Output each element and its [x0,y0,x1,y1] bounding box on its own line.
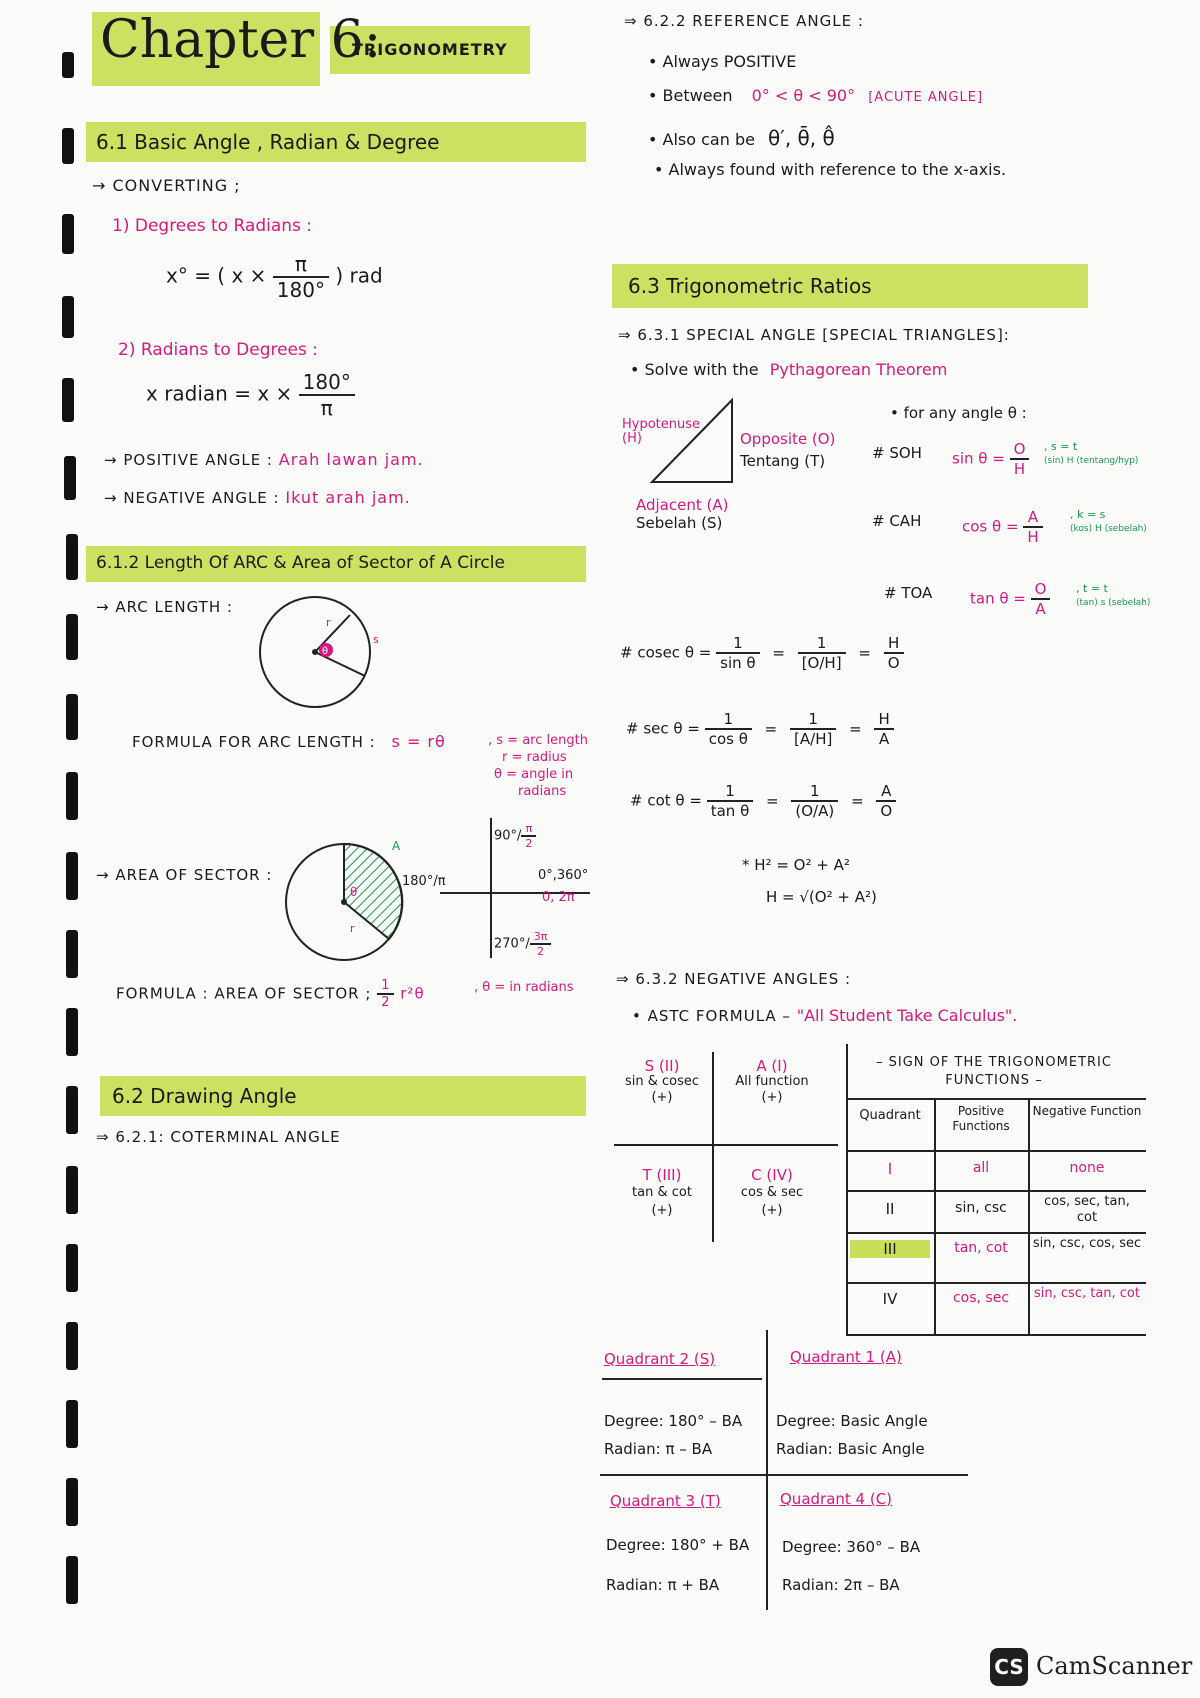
sign-row-negative: sin, csc, tan, cot [1034,1286,1140,1301]
fraction-den: cos θ [708,730,748,748]
reference-angle-heading: ⇒ 6.2.2 REFERENCE ANGLE : [624,12,864,30]
binder-ring [66,1086,78,1134]
fraction-den: 180° [276,278,325,302]
sector-a-label: A [392,839,401,853]
area-note: , θ = in radians [474,980,574,995]
toa-note [1076,582,1150,610]
astc-label: • ASTC FORMULA – [632,1007,791,1025]
sign-row-positive: tan, cot [954,1240,1008,1256]
astc-q2 [616,1058,708,1106]
section-6-1-heading: 6.1 Basic Angle , Radian & Degree [96,130,440,154]
fraction [707,782,754,820]
special-angle-heading: ⇒ 6.3.1 SPECIAL ANGLE [SPECIAL TRIANGLES]: [618,326,1010,344]
area-of-sector-label: → AREA OF SECTOR : [96,866,273,884]
sector-diagram [280,836,420,966]
sign-table-header-negative: Negative Function [1032,1104,1142,1118]
fraction-num: 3π [530,930,552,945]
fraction-num: 1 [790,710,836,730]
astc-cross-horizontal [614,1144,838,1146]
sign-table-header-positive: Positive Functions [952,1104,1010,1133]
fraction-den: (O/A) [795,802,835,820]
quadrant-1-radian: Radian: Basic Angle [776,1440,925,1458]
astc-q2-body: sin & cosec [624,1074,700,1089]
arc-s-label: s [373,633,379,646]
cosec-formula: # cosec θ = $\frac{1}{\text{sin θ}}$ = $\frac{1}{[O/H]}$ = $\frac{H}{O}$ [620,634,904,672]
axis-top-deg: 90°/ [494,828,522,844]
triangle-hyp-label [622,418,700,446]
sign-row-quadrant: IV [882,1290,898,1308]
fraction-num: A [876,782,896,802]
chapter-title: Chapter 6: [100,10,382,70]
soh-label: # SOH [872,444,922,462]
binder-ring [66,1556,78,1604]
astc-mnemonic: "All Student Take Calculus". [796,1006,1018,1025]
fraction-den: O [880,802,893,820]
quadrant-1-degree: Degree: Basic Angle [776,1412,928,1430]
ref-between-text: • Between [648,86,733,105]
sign-table-row-border [846,1282,1146,1284]
binder-ring [62,214,74,254]
sign-table-header-border [846,1150,1146,1152]
binder-ring [66,1322,78,1370]
rad-to-deg-label: 2) Radians to Degrees : [118,340,319,360]
quadrant-2-title: Quadrant 2 (S) [604,1350,716,1368]
positive-angle-row [104,450,424,469]
section-6-2-heading: 6.2 Drawing Angle [112,1084,297,1108]
binder-ring [66,534,78,580]
fraction-num: H [874,710,893,730]
arc-length-label: → ARC LENGTH : [96,598,233,616]
fraction-den: O [887,654,900,672]
fraction [884,634,904,672]
fraction [705,710,752,748]
fraction [1010,440,1030,478]
pythagoras-eq2: H = √(O² + A²) [766,888,877,906]
sec-label: # sec θ = [626,719,700,738]
soh-note [1044,440,1138,468]
binder-ring [66,852,78,900]
axis-right-label: 0°,360° [538,868,589,883]
arc-legend-line: r = radius [502,750,567,765]
soh-formula-text: sin θ = [952,449,1005,468]
cah-note [1070,508,1147,536]
opp-malay: Tentang (T) [740,452,826,470]
ref-acute-note: [ACUTE ANGLE] [868,90,984,105]
axis-bottom-label [494,930,551,958]
binder-ring [64,456,76,500]
camscanner-brand: CamScanner [1036,1652,1193,1680]
fraction-den: tan θ [710,802,750,820]
astc-q1-body: All function [735,1074,809,1089]
astc-formula [632,1006,1017,1025]
fraction-den: [O/H] [801,654,842,672]
quadrant-4-degree: Degree: 360° – BA [782,1538,921,1556]
fraction [1031,580,1051,618]
solve-pythagoras [630,360,947,379]
fraction-den: A [878,730,890,748]
astc-q3 [616,1166,708,1220]
astc-q4-sign: (+) [761,1203,783,1218]
sector-r-label: r [350,922,355,935]
chapter-subtitle: TRIGONOMETRY [352,40,508,59]
toa-note-sub: (tan) s (sebelah) [1076,598,1151,608]
sign-table-title [864,1054,1124,1090]
adj-text: Adjacent (A) [636,496,729,514]
sign-table-title-line: FUNCTIONS – [945,1073,1043,1088]
quadrant-3-degree: Degree: 180° + BA [606,1536,750,1554]
sign-row-negative: sin, csc, cos, sec [1032,1236,1142,1251]
fraction-den: [A/H] [794,730,833,748]
fraction-num: A [1023,508,1042,528]
arc-theta-label: θ [322,646,329,657]
cah-note-text: , k = s [1070,508,1106,521]
ref-bullet-positive: • Always POSITIVE [648,52,797,71]
axis-bottom-fraction [530,930,552,958]
area-formula-label: FORMULA : AREA OF SECTOR ; [116,984,372,1003]
fraction [716,634,759,672]
fraction-num: π [273,252,329,278]
toa-formula [970,580,1050,618]
binder-ring [66,1008,78,1056]
arc-formula-row [132,732,446,751]
sign-table-top-border [846,1098,1146,1100]
arc-legend-line: , s = arc length [488,733,588,748]
fraction-num: 1 [707,782,754,802]
area-fraction [377,978,394,1010]
fraction-num: 1 [791,782,838,802]
fraction [874,710,893,748]
sector-theta-label: θ [350,885,358,899]
quadrant-grid-horizontal [600,1474,968,1476]
fraction-num: 1 [716,634,759,654]
binder-ring [66,614,78,660]
astc-q2-sign: (+) [651,1090,673,1105]
sign-table-row-border [846,1190,1146,1192]
pythagoras-eq1: * H² = O² + A² [742,856,850,874]
fraction [299,370,355,420]
astc-q4-title: C (IV) [751,1166,793,1184]
fraction [876,782,896,820]
fraction-num: 180° [299,370,355,396]
binder-ring [66,772,78,820]
camscanner-logo: CS [990,1648,1028,1686]
arc-legend-line: θ = angle in [494,767,574,782]
toa-formula-text: tan θ = [970,589,1026,608]
astc-q1-title: A (I) [756,1057,788,1075]
ref-bullet-notation [648,126,835,150]
solve-text: • Solve with the [630,360,759,379]
sign-row-negative: cos, sec, tan, cot [1044,1194,1130,1225]
cot-label: # cot θ = [630,791,702,810]
cah-label: # CAH [872,512,922,530]
negative-angle-row [104,488,411,507]
binder-ring [66,1400,78,1448]
fraction [798,634,846,672]
sign-row-quadrant: I [887,1160,893,1178]
astc-q4 [720,1166,824,1220]
deg-to-rad-label: 1) Degrees to Radians : [112,216,313,236]
fraction-num: O [1010,440,1030,460]
binder-ring [66,1478,78,1526]
fraction-den: H [1027,528,1039,546]
astc-q2-title: S (II) [644,1057,680,1075]
area-formula-row [116,978,425,1010]
sign-table-col-border [1028,1098,1030,1334]
ref-notation-symbols: θ′, θ̄, θ̂ [768,126,835,150]
hyp-symbol: (H) [622,431,642,446]
soh-note-sub: (sin) H (tentang/hyp) [1044,456,1139,466]
toa-note-text: , t = t [1076,582,1108,595]
quadrant-4-radian: Radian: 2π – BA [782,1576,900,1594]
quadrant-2-degree: Degree: 180° – BA [604,1412,743,1430]
negative-angles-heading: ⇒ 6.3.2 NEGATIVE ANGLES : [616,970,852,988]
fraction-den: 2 [537,945,545,958]
sign-row-quadrant: II [885,1200,895,1218]
arc-radius-label: r [326,616,331,629]
ref-bullet-between [648,86,983,105]
astc-cross-vertical [712,1052,714,1242]
fraction-num: π [521,822,536,837]
arc-formula-label: FORMULA FOR ARC LENGTH : [132,733,376,751]
binder-ring [62,378,74,422]
fraction [790,710,836,748]
fraction-den: π [320,396,333,420]
fraction-num: 1 [377,978,394,995]
formula-lhs: x° = ( [166,263,226,288]
sign-row-positive: all [972,1160,990,1176]
fraction-num: H [884,634,904,654]
cah-formula [962,508,1043,546]
fraction [273,252,329,302]
fraction-den: sin θ [720,654,756,672]
negative-angle-label: → NEGATIVE ANGLE : [104,489,280,507]
cosec-label: # cosec θ = [620,643,712,662]
fraction [1023,508,1042,546]
ref-notation-text: • Also can be [648,130,755,149]
axis-top-label [494,822,536,850]
axis-bottom-deg: 270°/ [494,936,530,952]
triangle-adj-label [636,496,728,532]
binder-ring [62,296,74,338]
any-angle-label: • for any angle θ : [890,404,1027,422]
positive-angle-label: → POSITIVE ANGLE : [104,451,273,469]
formula-rad-to-deg [146,370,355,420]
ref-between-range: 0° < θ < 90° [751,86,856,105]
astc-q3-title: T (III) [642,1166,682,1184]
sign-row-positive: sin, csc [955,1200,1007,1216]
axis-left-label: 180°/π [402,874,446,889]
quadrant-3-title: Quadrant 3 (T) [610,1492,721,1510]
sign-row-negative: none [1069,1160,1105,1176]
sign-table-header-quadrant: Quadrant [859,1108,921,1123]
pythagorean-theorem-label: Pythagorean Theorem [769,360,948,379]
quadrant-2-radian: Radian: π – BA [604,1440,713,1458]
section-6-3-heading: 6.3 Trigonometric Ratios [628,274,872,298]
fraction [791,782,838,820]
axis-top-fraction [521,822,536,850]
fraction-num: 1 [798,634,846,654]
binder-ring [62,128,74,164]
coterminal-label: ⇒ 6.2.1: COTERMINAL ANGLE [96,1128,341,1146]
fraction-num: O [1031,580,1051,600]
fraction-den: H [1013,460,1026,478]
sign-row-positive: cos, sec [952,1290,1010,1306]
binder-ring [66,1244,78,1292]
fraction-den: A [1035,600,1046,618]
astc-q1 [720,1058,824,1106]
binder-ring [66,694,78,740]
fraction-num: 1 [705,710,752,730]
hyp-text: Hypotenuse [622,417,701,432]
sign-table-row-border [846,1232,1146,1234]
quadrant-grid-vertical [766,1330,768,1610]
soh-formula [952,440,1029,478]
formula-lhs: x radian = x × [146,381,293,406]
quadrant-3-radian: Radian: π + BA [606,1576,720,1594]
cot-formula: # cot θ = $\frac{1}{\text{tan θ}}$ = $\frac{1}{(O/A)}$ = $\frac{A}{O}$ [630,782,896,820]
astc-q3-body: tan & cot [632,1185,692,1200]
formula-rhs: ) rad [335,263,383,288]
astc-q3-sign: (+) [651,1203,673,1218]
axis-right-rad-label: 0, 2π [542,890,575,905]
quadrant-1-title: Quadrant 1 (A) [790,1348,902,1366]
positive-angle-value: Arah lawan jam. [278,450,424,469]
binder-ring [66,1166,78,1214]
quadrant-4-title: Quadrant 4 (C) [780,1490,893,1508]
negative-angle-value: Ikut arah jam. [285,488,411,507]
arc-legend-line: radians [518,784,567,799]
converting-label: → CONVERTING ; [92,176,241,195]
sign-table-title-line: – SIGN OF THE TRIGONOMETRIC [876,1055,1112,1070]
quadrant-grid-line [602,1378,762,1380]
astc-q4-body: cos & sec [740,1185,804,1200]
sec-formula: # sec θ = $\frac{1}{\text{cos θ}}$ = $\frac{1}{[A/H]}$ = $\frac{H}{A}$ [626,710,894,748]
astc-q1-sign: (+) [761,1090,783,1105]
formula-deg-to-rad [166,252,383,302]
arc-length-diagram [250,588,390,718]
binder-ring [66,930,78,978]
binder-ring [62,52,74,78]
area-expr: r²θ [400,984,425,1003]
fraction-den: 2 [381,995,391,1010]
cah-formula-text: cos θ = [962,517,1019,536]
arc-formula-value: s = rθ [391,732,446,751]
cah-note-sub: (kos) H (sebelah) [1070,524,1147,534]
sign-row-quadrant: III [850,1240,930,1258]
arc-legend [488,732,588,800]
section-6-1-2-heading: 6.1.2 Length Of ARC & Area of Sector of A Circle [96,553,505,573]
sign-table-col-border [934,1098,936,1334]
toa-label: # TOA [884,584,933,602]
opp-text: Opposite (O) [740,430,836,448]
axis-vertical [490,818,492,958]
formula-mult: x × [231,263,267,288]
sign-table-left-border [846,1044,848,1334]
fraction-den: 2 [525,837,533,850]
soh-note-text: , s = t [1044,440,1078,453]
triangle-opp-label [740,428,835,472]
ref-bullet-x-axis: • Always found with reference to the x-axis. [654,160,1007,179]
sign-table-bottom-border [846,1334,1146,1336]
adj-malay: Sebelah (S) [636,514,723,532]
